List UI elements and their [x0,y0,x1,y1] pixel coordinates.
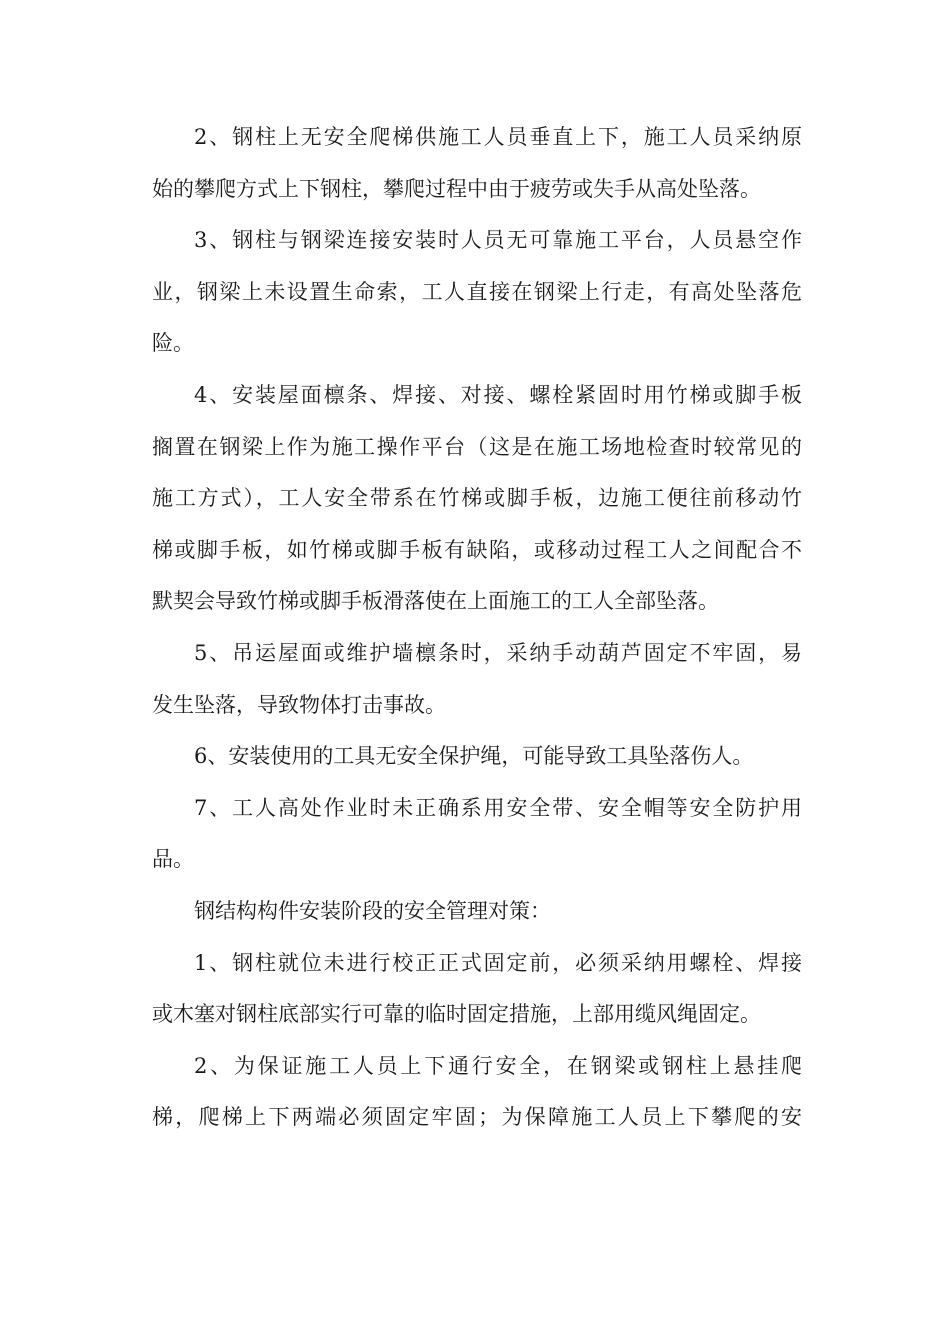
paragraph-line: 5、吊运屋面或维护墙檩条时，采纳手动葫芦固定不牢固，易 [194,640,802,665]
paragraph-line: 默契会导致竹梯或脚手板滑落使在上面施工的工人全部坠落。 [152,589,719,614]
paragraph-measure-2-ladders [152,1041,802,1144]
paragraph-line: 始的攀爬方式上下钢柱，攀爬过程中由于疲劳或失手从高处坠落。 [152,176,761,201]
paragraph-line: 或木塞对钢柱底部实行可靠的临时固定措施，上部用缆风绳固定。 [152,1002,761,1027]
paragraph-line: 业，钢梁上未设置生命索，工人直接在钢梁上行走，有高处坠落危 [152,279,802,304]
paragraph-line: 险。 [152,331,194,356]
section-heading-countermeasures [152,886,802,938]
document-body [152,112,802,1144]
paragraph-line: 发生坠落，导致物体打击事故。 [152,692,446,717]
paragraph-line: 2、为保证施工人员上下通行安全，在钢梁或钢柱上悬挂爬 [194,1053,802,1078]
paragraph-line: 施工方式），工人安全带系在竹梯或脚手板，边施工便往前移动竹 [152,486,802,511]
paragraph-line: 搁置在钢梁上作为施工操作平台（这是在施工场地检查时较常见的 [152,434,802,459]
section-heading: 钢结构构件安装阶段的安全管理对策： [194,898,551,923]
paragraph-item-7-ppe [152,783,802,886]
paragraph-line: 梯或脚手板，如竹梯或脚手板有缺陷，或移动过程工人之间配合不 [152,537,802,562]
paragraph-line: 6、安装使用的工具无安全保护绳，可能导致工具坠落伤人。 [194,744,754,769]
paragraph-measure-1-temporary-fixing [152,938,802,1041]
paragraph-line: 4、安装屋面檩条、焊接、对接、螺栓紧固时用竹梯或脚手板 [194,382,802,407]
paragraph-item-2-fall-from-column [152,112,802,215]
paragraph-item-3-no-platform [152,215,802,370]
paragraph-item-6-tools [152,731,802,783]
paragraph-line: 梯，爬梯上下两端必须固定牢固；为保障施工人员上下攀爬的安 [152,1105,802,1130]
paragraph-line: 2、钢柱上无安全爬梯供施工人员垂直上下，施工人员采纳原 [194,125,802,149]
paragraph-line: 1、钢柱就位未进行校正正式固定前，必须采纳用螺栓、焊接 [194,950,802,975]
paragraph-item-5-hoisting [152,628,802,731]
paragraph-item-4-purlin-install [152,370,802,628]
paragraph-line: 7、工人高处作业时未正确系用安全带、安全帽等安全防护用 [194,795,802,820]
paragraph-line: 3、钢柱与钢梁连接安装时人员无可靠施工平台，人员悬空作 [194,228,802,253]
paragraph-line: 品。 [152,847,194,872]
